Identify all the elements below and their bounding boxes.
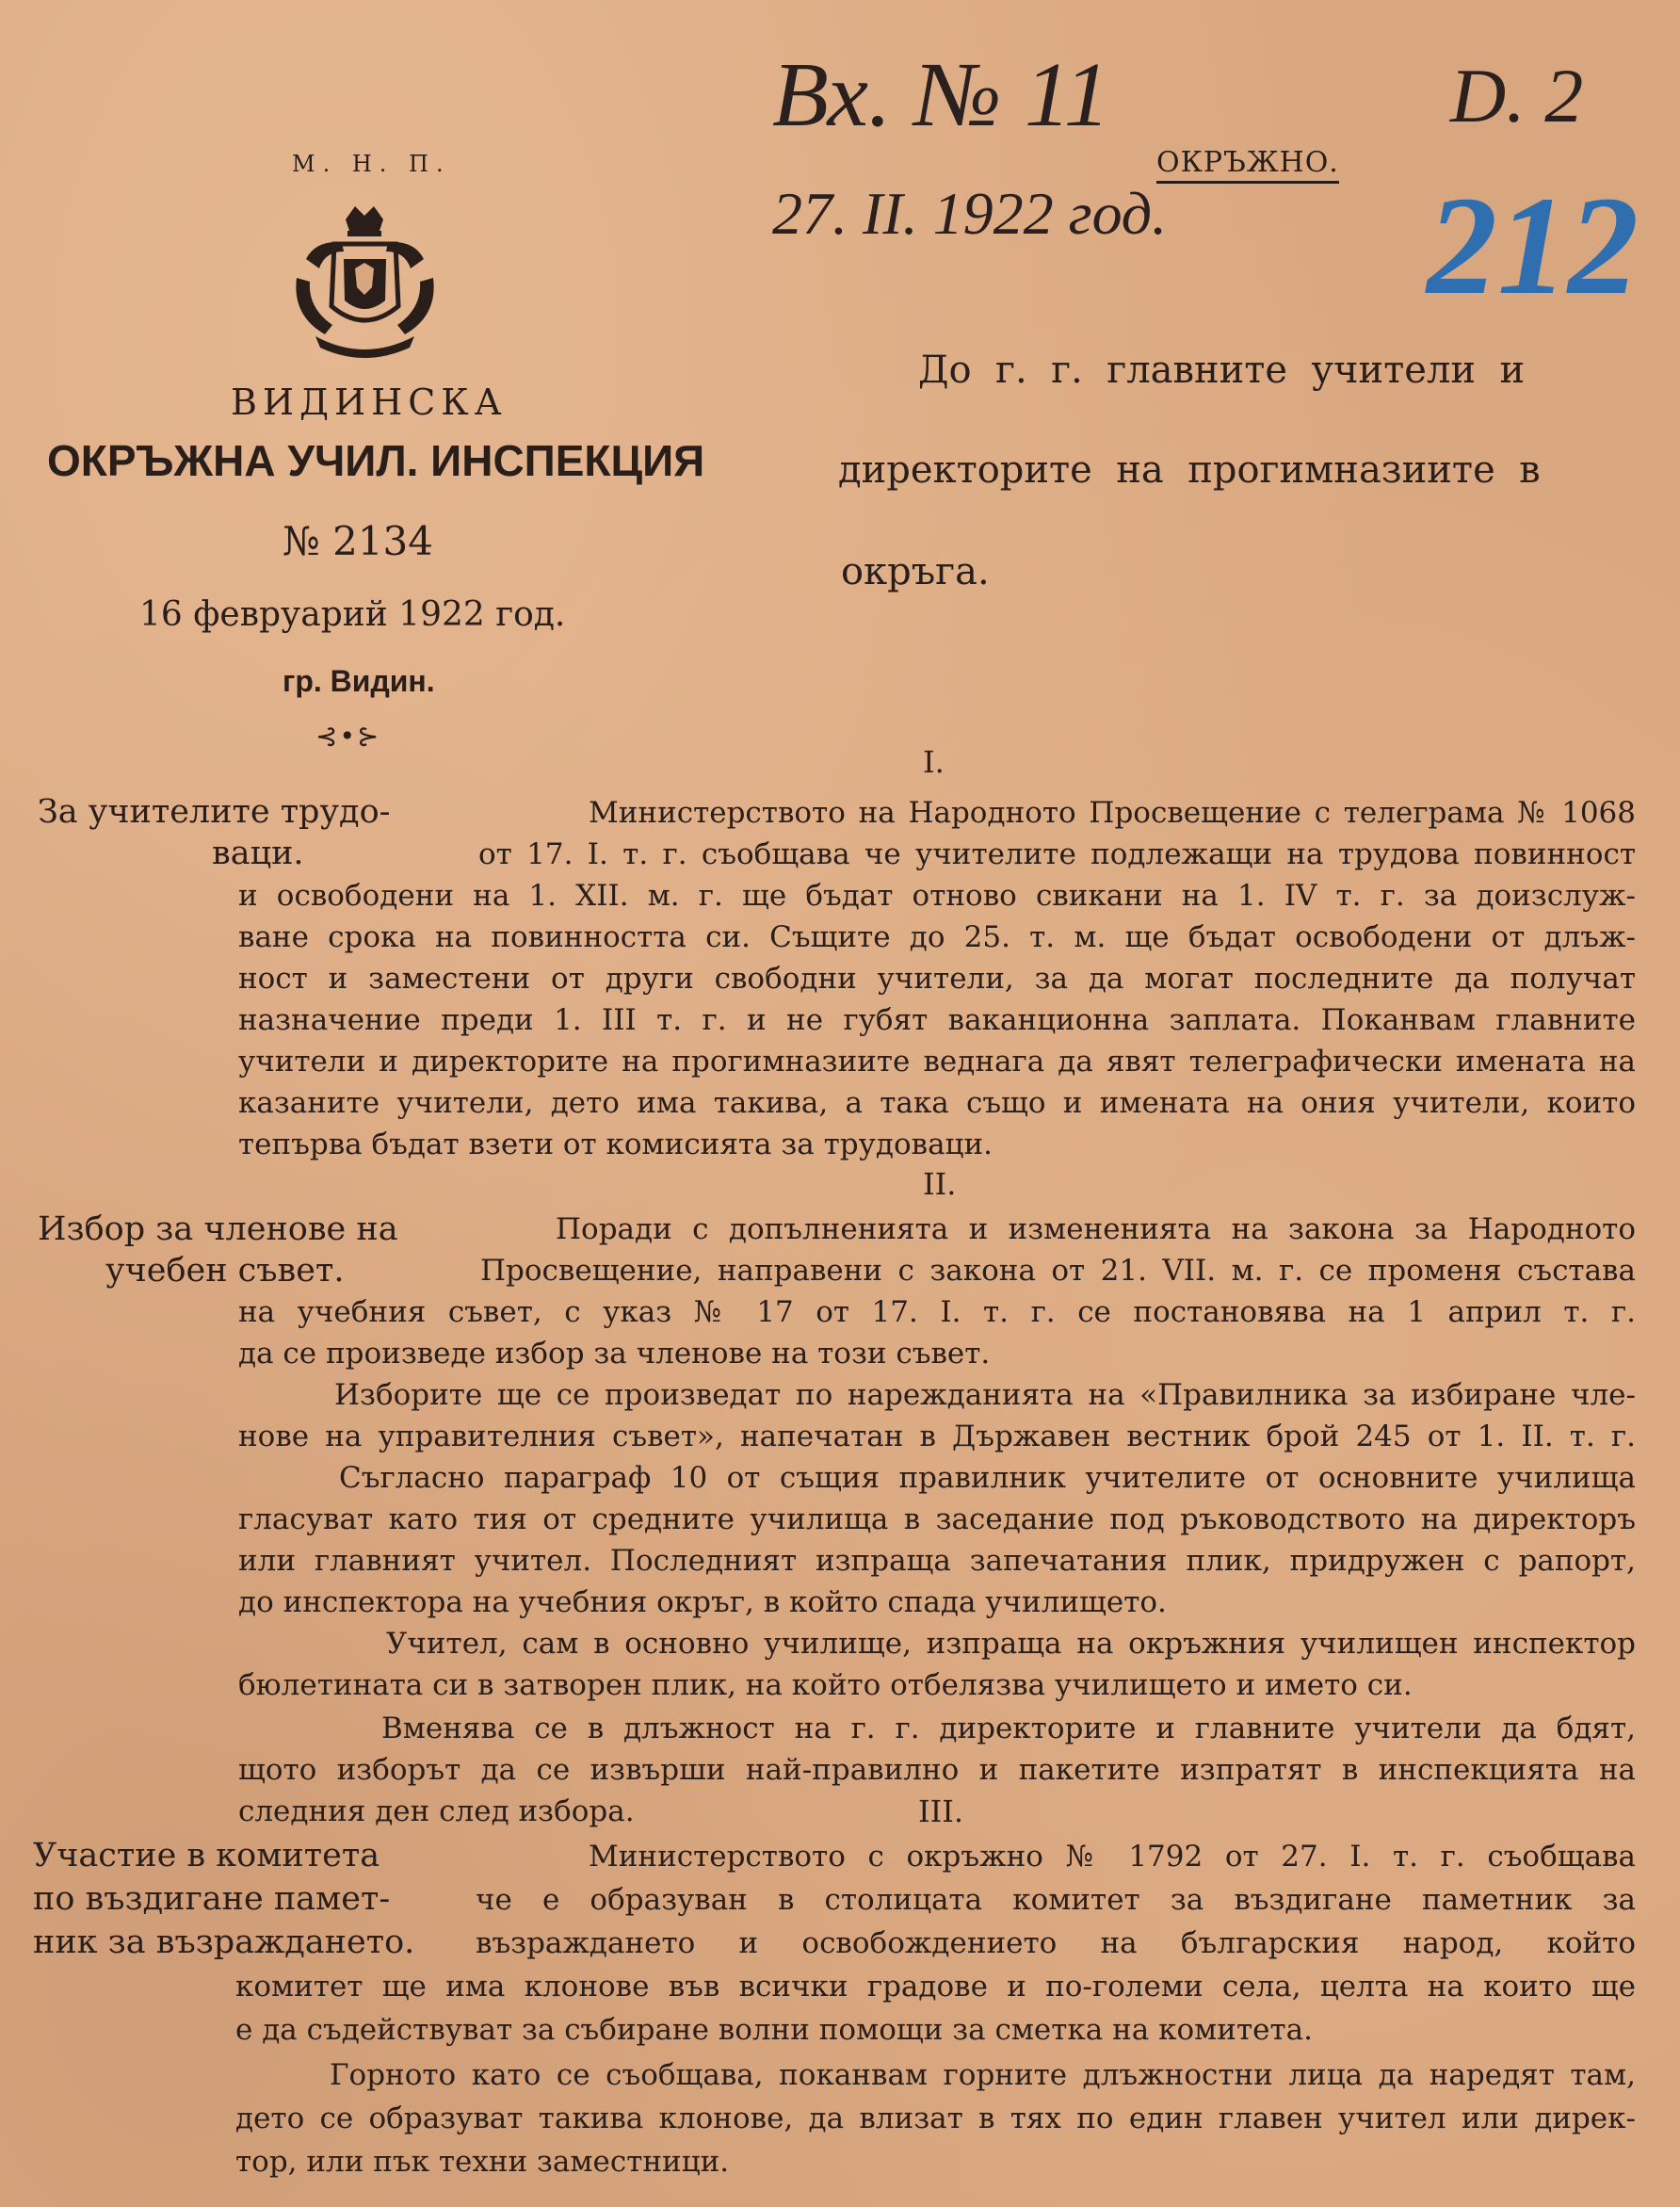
- addressee-line: окръга.: [841, 550, 990, 593]
- paragraph-line: Поради с допълненията и измененията на закона за Народното: [556, 1212, 1636, 1246]
- paragraph-line: ност и заместени от други свободни учители, за да могат последните да получат: [238, 962, 1636, 996]
- section-numeral: III.: [918, 1793, 964, 1829]
- paragraph-line: или главният учител. Последният изпраща запечатания плик, придружен с рапорт,: [238, 1544, 1636, 1578]
- paragraph-line: казаните учители, дето има такива, а така също и имената на ония учители, които: [238, 1086, 1636, 1120]
- paragraph-line: е да съдействуват за събиране волни помощи за сметка на комитета.: [235, 2013, 1313, 2047]
- handwritten-incoming-number: Вх. № 11: [772, 44, 1110, 146]
- paragraph-line: следния ден след избора.: [238, 1794, 635, 1828]
- section-side-title: ваци.: [212, 835, 304, 872]
- document-number: № 2134: [283, 518, 433, 564]
- handwritten-blue-number: 212: [1427, 168, 1639, 324]
- paragraph-line: Министерството на Народното Просвещение с телеграма № 1068: [589, 796, 1636, 830]
- section-side-title: учебен съвет.: [105, 1252, 345, 1290]
- coat-of-arms-icon: [287, 203, 443, 363]
- document-date: 16 февруарий 1922 год.: [139, 595, 566, 634]
- section-side-title: ник за възраждането.: [33, 1923, 415, 1961]
- paragraph-line: учители и директорите на прогимназиите веднага да явят телеграфически имената на: [238, 1045, 1636, 1079]
- addressee-line: директорите на прогимназиите в: [838, 448, 1541, 492]
- paragraph-line: Учител, сам в основно училище, изпраща на окръжния училищен инспектор: [386, 1627, 1636, 1661]
- circular-label: ОКРЪЖНО.: [1156, 146, 1339, 184]
- section-side-title: За учителите трудо-: [38, 793, 391, 831]
- paragraph-line: дето се образуват такива клонове, да влизат в тях по един главен учител или дирек-: [235, 2102, 1636, 2135]
- paragraph-line: ване срока на повинността си. Същите до 25. т. м. ще бъдат освободени от длъж-: [238, 920, 1636, 954]
- ministry-abbreviation: М. Н. П.: [292, 151, 451, 177]
- paragraph-line: гласуват като тия от средните училища в заседание под ръководството на директоръ: [238, 1502, 1636, 1536]
- paragraph-line: тор, или пък техни заместници.: [235, 2145, 730, 2179]
- section-side-title: по въздигане памет-: [33, 1880, 391, 1918]
- section-side-title: Избор за членове на: [38, 1210, 398, 1248]
- paragraph-line: на учебния съвет, с указ № 17 от 17. I. т. г. се постановява на 1 април т. г.: [238, 1295, 1636, 1329]
- handwritten-d2-mark: D. 2: [1450, 53, 1584, 138]
- paragraph-line: да се произведе избор за членове на този съвет.: [238, 1337, 991, 1371]
- document-town: гр. Видин.: [283, 664, 435, 698]
- paragraph-line: възраждането и освобождението на българския народ, който: [476, 1926, 1636, 1960]
- section-side-title: Участие в комитета: [33, 1837, 380, 1874]
- paragraph-line: Просвещение, направени с закона от 21. VII. м. г. се променя състава: [480, 1254, 1636, 1288]
- paragraph-line: Изборите ще се произведат по нарежданията на «Правилника за избиране чле-: [334, 1378, 1636, 1412]
- ornament-divider: ⊰•⊱: [315, 721, 381, 752]
- paragraph-line: щото изборът да се извърши най-правилно и пакетите изпратят в инспекцията на: [238, 1753, 1636, 1787]
- paragraph-line: че е образуван в столицата комитет за въздигане паметник за: [476, 1883, 1636, 1917]
- paragraph-line: назначение преди 1. III т. г. и не губят ваканционна заплата. Поканвам главните: [238, 1003, 1636, 1037]
- paragraph-line: Съгласно параграф 10 от същия правилник учителите от основните училища: [339, 1461, 1636, 1495]
- paragraph-line: комитет ще има клонове във всички градове и по-големи села, целта на които ще: [235, 1970, 1636, 2004]
- paragraph-line: от 17. I. т. г. съобщава че учителите подлежащи на трудова повинност: [478, 837, 1636, 871]
- paragraph-line: нове на управителния съвет», напечатан в Държавен вестник брой 245 от 1. II. т. г.: [238, 1420, 1636, 1453]
- paragraph-line: Горното като се съобщава, поканвам горните длъжностни лица да наредят там,: [330, 2058, 1636, 2092]
- section-numeral: II.: [923, 1166, 957, 1202]
- paragraph-line: Министерството с окръжно № 1792 от 27. I. т. г. съобщава: [589, 1840, 1636, 1874]
- addressee-line: До г. г. главните учители и: [918, 349, 1526, 392]
- paragraph-line: и освободени на 1. XII. м. г. ще бъдат отново свикани на 1. IV т. г. за доизслуж-: [238, 879, 1636, 913]
- paragraph-line: бюлетината си в затворен плик, на който отбелязва училището и името си.: [238, 1668, 1413, 1702]
- handwritten-incoming-date: 27. II. 1922 год.: [772, 180, 1168, 247]
- inspectorate-name: ОКРЪЖНА УЧИЛ. ИНСПЕКЦИЯ: [47, 436, 705, 485]
- paragraph-line: Вменява се в длъжност на г. г. директорите и главните учители да бдят,: [381, 1712, 1636, 1745]
- section-numeral: I.: [923, 744, 945, 780]
- paragraph-line: до инспектора на учебния окръг, в който спада училището.: [238, 1585, 1167, 1619]
- paragraph-line: тепърва бъдат взети от комисията за трудоваци.: [238, 1128, 993, 1161]
- inspectorate-city: ВИДИНСКА: [231, 381, 508, 423]
